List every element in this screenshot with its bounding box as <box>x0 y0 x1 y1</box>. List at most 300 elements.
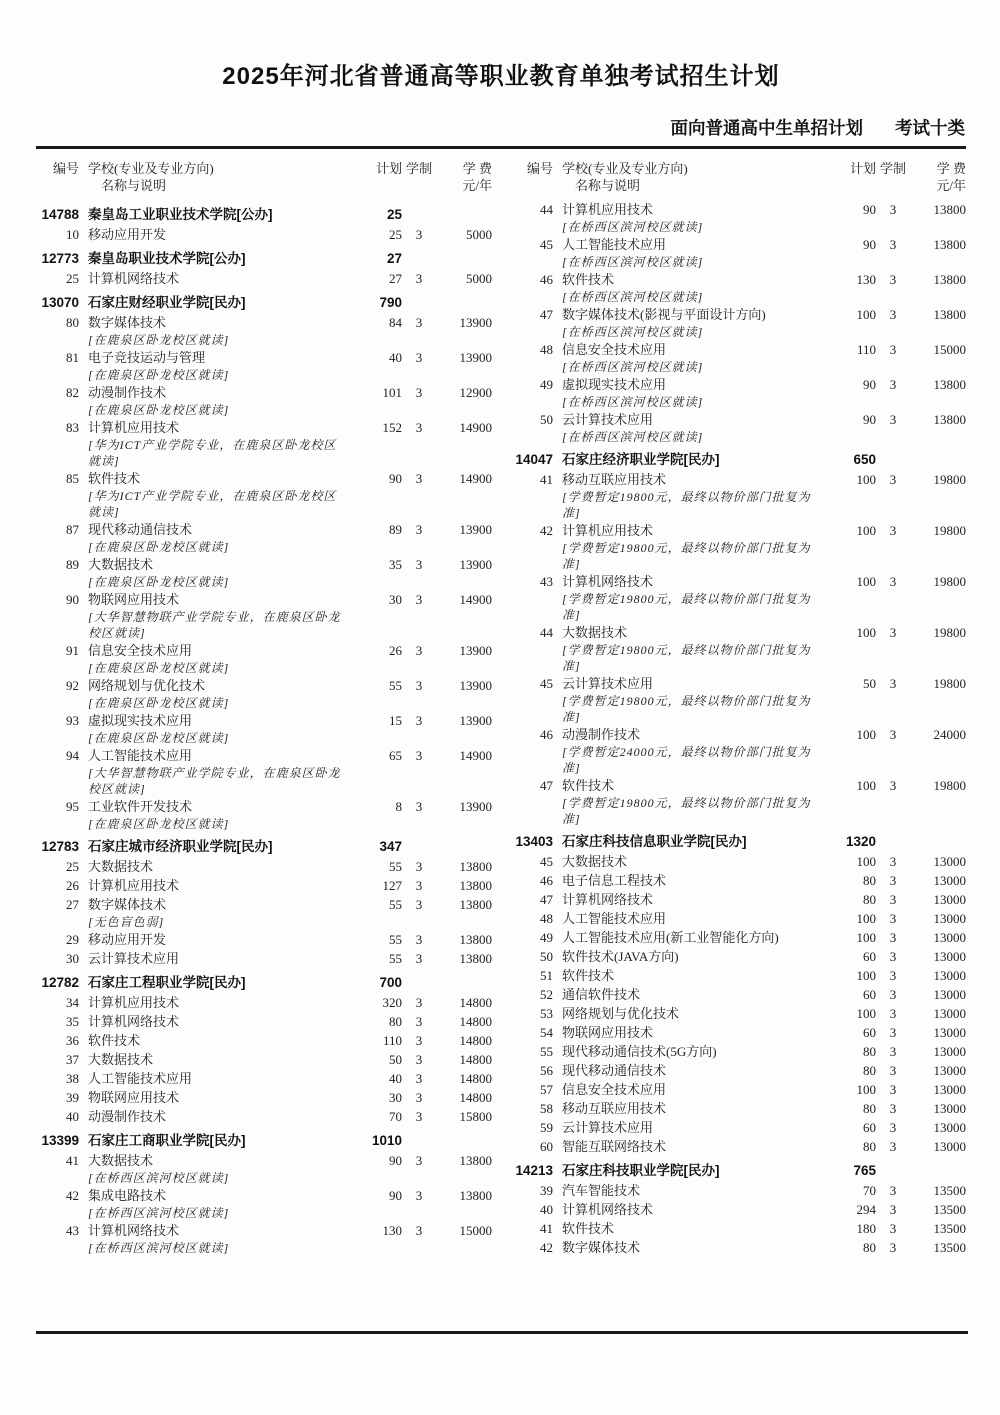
major-row <box>36 1012 492 1031</box>
school-name: 石家庄城市经济职业学院[民办] <box>88 839 273 854</box>
major-no: 50 <box>540 412 553 427</box>
school-code: 14047 <box>515 452 553 467</box>
major-row <box>510 1118 966 1137</box>
col-header-plan: 计划 <box>375 161 402 176</box>
school-plan: 1010 <box>371 1133 402 1148</box>
major-duration: 3 <box>889 911 897 926</box>
major-plan: 100 <box>856 1006 876 1021</box>
major-row <box>510 572 966 623</box>
major-row <box>510 623 966 674</box>
major-duration: 3 <box>889 1221 897 1236</box>
major-fee: 13800 <box>459 1188 492 1203</box>
major-name: 网络规划与优化技术 <box>562 1006 680 1021</box>
major-plan: 100 <box>856 472 876 487</box>
school-plan: 27 <box>386 251 402 266</box>
major-name: 软件技术 <box>562 1221 615 1236</box>
major-duration: 3 <box>889 854 897 869</box>
major-plan: 84 <box>389 315 402 330</box>
major-fee: 13000 <box>933 1082 966 1097</box>
major-plan: 35 <box>389 557 402 572</box>
major-name: 云计算技术应用 <box>562 412 654 427</box>
major-plan: 101 <box>382 385 402 400</box>
school-name: 石家庄科技职业学院[民办] <box>562 1163 720 1178</box>
major-duration: 3 <box>889 1082 897 1097</box>
school-row <box>510 1160 966 1181</box>
major-no: 40 <box>66 1109 79 1124</box>
major-fee: 15000 <box>933 342 966 357</box>
major-duration: 3 <box>889 342 897 357</box>
major-row <box>510 776 966 827</box>
major-plan: 100 <box>856 523 876 538</box>
subtitle: 面向普通高中生单招计划 <box>670 118 863 138</box>
major-row <box>510 1080 966 1099</box>
major-note: [在桥西区滨河校区就读] <box>562 290 704 304</box>
major-row <box>36 313 492 348</box>
major-name: 移动互联应用技术 <box>562 1101 667 1116</box>
major-row <box>510 1238 966 1257</box>
major-note: [在鹿泉区卧龙校区就读] <box>88 661 230 675</box>
major-plan: 320 <box>382 995 402 1010</box>
major-note: [学费暂定19800元，最终以物价部门批复为准] <box>562 490 811 520</box>
major-no: 37 <box>66 1052 79 1067</box>
major-row <box>510 1004 966 1023</box>
col-header-fee-line1: 学 费 <box>462 161 492 176</box>
major-name: 大数据技术 <box>562 625 628 640</box>
major-duration: 3 <box>889 377 897 392</box>
school-name: 秦皇岛职业技术学院[公办] <box>88 251 246 266</box>
major-name: 软件技术 <box>562 272 615 287</box>
major-plan: 100 <box>856 778 876 793</box>
major-no: 39 <box>66 1090 79 1105</box>
major-row <box>36 1186 492 1221</box>
major-no: 48 <box>540 342 553 357</box>
major-duration: 3 <box>889 574 897 589</box>
major-fee: 15000 <box>459 1223 492 1238</box>
major-no: 80 <box>66 315 79 330</box>
major-no: 47 <box>540 892 553 907</box>
major-fee: 13000 <box>933 854 966 869</box>
major-plan: 80 <box>389 1014 402 1029</box>
major-plan: 90 <box>863 377 876 392</box>
major-fee: 13000 <box>933 949 966 964</box>
major-fee: 13800 <box>933 412 966 427</box>
major-fee: 13900 <box>459 557 492 572</box>
major-name: 移动互联应用技术 <box>562 472 667 487</box>
major-plan: 50 <box>863 676 876 691</box>
major-duration: 3 <box>889 1006 897 1021</box>
major-name: 集成电路技术 <box>88 1188 167 1203</box>
major-row <box>510 410 966 445</box>
major-no: 52 <box>540 987 553 1002</box>
col-header-duration: 学制 <box>879 161 906 176</box>
major-row <box>36 930 492 949</box>
major-duration: 3 <box>889 412 897 427</box>
col-header-fee <box>436 160 492 194</box>
major-duration: 3 <box>415 1033 423 1048</box>
major-fee: 24000 <box>933 727 966 742</box>
major-no: 44 <box>540 625 553 640</box>
major-plan: 55 <box>389 859 402 874</box>
school-plan: 650 <box>853 452 876 467</box>
major-plan: 40 <box>389 350 402 365</box>
major-plan: 65 <box>389 748 402 763</box>
major-plan: 8 <box>395 799 402 814</box>
major-row <box>36 746 492 797</box>
major-plan: 80 <box>863 1063 876 1078</box>
major-no: 87 <box>66 522 79 537</box>
major-fee: 14900 <box>459 592 492 607</box>
major-no: 92 <box>66 678 79 693</box>
major-row <box>36 993 492 1012</box>
school-code: 14213 <box>515 1163 553 1178</box>
major-row <box>510 200 966 235</box>
major-fee: 13800 <box>459 897 492 912</box>
major-no: 91 <box>66 643 79 658</box>
major-name: 人工智能技术应用 <box>88 748 193 763</box>
col-header-name-line1: 学校(专业及专业方向) <box>88 161 214 176</box>
major-no: 44 <box>540 202 553 217</box>
major-duration: 3 <box>889 1101 897 1116</box>
major-plan: 27 <box>389 271 402 286</box>
major-duration: 3 <box>415 951 423 966</box>
major-row <box>36 711 492 746</box>
major-name: 虚拟现实技术应用 <box>562 377 667 392</box>
major-note: [在鹿泉区卧龙校区就读] <box>88 696 230 710</box>
major-row <box>510 235 966 270</box>
major-duration: 3 <box>415 420 423 435</box>
major-no: 47 <box>540 307 553 322</box>
col-header-fee-line2: 元/年 <box>462 178 492 193</box>
major-plan: 100 <box>856 625 876 640</box>
major-row <box>36 469 492 520</box>
col-header-duration: 学制 <box>405 161 432 176</box>
major-fee: 13000 <box>933 987 966 1002</box>
major-row <box>510 1219 966 1238</box>
major-no: 94 <box>66 748 79 763</box>
major-note: [在桥西区滨河校区就读] <box>562 255 704 269</box>
col-header-plan: 计划 <box>849 161 876 176</box>
major-name: 数字媒体技术 <box>562 1240 641 1255</box>
major-row <box>36 876 492 895</box>
major-no: 82 <box>66 385 79 400</box>
major-duration: 3 <box>889 968 897 983</box>
major-fee: 19800 <box>933 625 966 640</box>
school-row <box>36 836 492 857</box>
major-note: [学费暂定19800元，最终以物价部门批复为准] <box>562 592 811 622</box>
major-row <box>36 949 492 968</box>
left-column <box>36 200 492 1257</box>
major-plan: 110 <box>856 342 876 357</box>
school-code: 12782 <box>41 975 79 990</box>
major-row <box>510 725 966 776</box>
major-note: [在桥西区滨河校区就读] <box>562 325 704 339</box>
major-name: 工业软件开发技术 <box>88 799 193 814</box>
major-duration: 3 <box>889 930 897 945</box>
major-plan: 100 <box>856 727 876 742</box>
major-fee: 13800 <box>459 951 492 966</box>
major-duration: 3 <box>415 932 423 947</box>
major-name: 计算机应用技术 <box>88 878 180 893</box>
major-name: 数字媒体技术(影视与平面设计方向) <box>562 307 766 322</box>
major-row <box>36 676 492 711</box>
col-header-name-line2: 名称与说明 <box>101 178 167 193</box>
major-row <box>36 520 492 555</box>
major-row <box>510 1181 966 1200</box>
major-note: [学费暂定19800元，最终以物价部门批复为准] <box>562 796 811 826</box>
major-no: 89 <box>66 557 79 572</box>
major-row <box>510 985 966 1004</box>
major-no: 59 <box>540 1120 553 1135</box>
major-plan: 55 <box>389 678 402 693</box>
major-no: 41 <box>540 1221 553 1236</box>
major-no: 90 <box>66 592 79 607</box>
major-duration: 3 <box>415 1109 423 1124</box>
major-duration: 3 <box>415 271 423 286</box>
major-no: 45 <box>540 676 553 691</box>
major-plan: 80 <box>863 873 876 888</box>
major-name: 信息安全技术应用 <box>562 1082 667 1097</box>
major-note: [在桥西区滨河校区就读] <box>88 1206 230 1220</box>
major-plan: 100 <box>856 968 876 983</box>
table-header <box>36 149 966 200</box>
major-name: 计算机网络技术 <box>562 892 654 907</box>
major-row <box>36 269 492 288</box>
major-plan: 130 <box>382 1223 402 1238</box>
major-plan: 100 <box>856 307 876 322</box>
major-row <box>36 641 492 676</box>
major-fee: 12900 <box>459 385 492 400</box>
major-name: 软件技术 <box>562 778 615 793</box>
page-title: 2025年河北省普通高等职业教育单独考试招生计划 <box>222 63 780 90</box>
major-fee: 13800 <box>933 377 966 392</box>
major-duration: 3 <box>889 1063 897 1078</box>
school-row <box>36 1130 492 1151</box>
major-plan: 30 <box>389 592 402 607</box>
col-header-id: 编号 <box>52 161 79 176</box>
major-no: 55 <box>540 1044 553 1059</box>
school-plan: 765 <box>853 1163 876 1178</box>
major-row <box>36 1221 492 1256</box>
major-plan: 90 <box>389 1188 402 1203</box>
major-plan: 55 <box>389 951 402 966</box>
major-plan: 100 <box>856 1082 876 1097</box>
major-no: 40 <box>540 1202 553 1217</box>
major-no: 34 <box>66 995 79 1010</box>
col-header-id: 编号 <box>526 161 553 176</box>
major-name: 现代移动通信技术 <box>88 522 193 537</box>
major-duration: 3 <box>889 676 897 691</box>
major-no: 51 <box>540 968 553 983</box>
major-row <box>36 1088 492 1107</box>
major-duration: 3 <box>889 307 897 322</box>
major-plan: 80 <box>863 1101 876 1116</box>
major-name: 计算机网络技术 <box>88 271 180 286</box>
major-row <box>510 1200 966 1219</box>
major-no: 43 <box>540 574 553 589</box>
major-fee: 13900 <box>459 522 492 537</box>
major-plan: 152 <box>382 420 402 435</box>
major-note: [在鹿泉区卧龙校区就读] <box>88 817 230 831</box>
major-no: 46 <box>540 727 553 742</box>
major-name: 动漫制作技术 <box>562 727 641 742</box>
major-fee: 14900 <box>459 471 492 486</box>
major-duration: 3 <box>889 472 897 487</box>
school-plan: 25 <box>386 207 402 222</box>
major-name: 计算机应用技术 <box>562 202 654 217</box>
major-no: 43 <box>66 1223 79 1238</box>
major-plan: 100 <box>856 911 876 926</box>
major-fee: 13500 <box>933 1221 966 1236</box>
major-fee: 5000 <box>466 271 492 286</box>
major-no: 56 <box>540 1063 553 1078</box>
major-plan: 90 <box>863 237 876 252</box>
major-name: 计算机网络技术 <box>88 1014 180 1029</box>
major-name: 人工智能技术应用 <box>562 237 667 252</box>
major-duration: 3 <box>415 1014 423 1029</box>
major-row <box>36 383 492 418</box>
major-no: 83 <box>66 420 79 435</box>
major-no: 26 <box>66 878 79 893</box>
major-name: 计算机网络技术 <box>562 574 654 589</box>
major-duration: 3 <box>889 1025 897 1040</box>
major-row <box>510 966 966 985</box>
major-plan: 70 <box>863 1183 876 1198</box>
col-header-name <box>88 160 352 194</box>
major-fee: 14800 <box>459 995 492 1010</box>
major-no: 50 <box>540 949 553 964</box>
major-fee: 13000 <box>933 1025 966 1040</box>
major-note: [学费暂定19800元，最终以物价部门批复为准] <box>562 541 811 571</box>
major-note: [大华智慧物联产业学院专业，在鹿泉区卧龙校区就读] <box>88 766 341 796</box>
major-name: 软件技术 <box>562 968 615 983</box>
major-name: 物联网应用技术 <box>88 592 180 607</box>
major-plan: 40 <box>389 1071 402 1086</box>
major-no: 53 <box>540 1006 553 1021</box>
col-header-fee-line2: 元/年 <box>936 178 966 193</box>
major-name: 电子信息工程技术 <box>562 873 667 888</box>
major-duration: 3 <box>889 1183 897 1198</box>
major-duration: 3 <box>889 1240 897 1255</box>
major-fee: 13000 <box>933 873 966 888</box>
major-note: [在鹿泉区卧龙校区就读] <box>88 403 230 417</box>
major-row <box>36 225 492 244</box>
major-row <box>510 340 966 375</box>
major-duration: 3 <box>415 748 423 763</box>
major-fee: 13900 <box>459 350 492 365</box>
major-duration: 3 <box>889 778 897 793</box>
major-no: 47 <box>540 778 553 793</box>
major-duration: 3 <box>889 272 897 287</box>
major-row <box>510 1137 966 1156</box>
major-no: 48 <box>540 911 553 926</box>
major-no: 49 <box>540 930 553 945</box>
major-note: [学费暂定19800元，最终以物价部门批复为准] <box>562 694 811 724</box>
major-duration: 3 <box>415 678 423 693</box>
major-note: [学费暂定19800元，最终以物价部门批复为准] <box>562 643 811 673</box>
major-plan: 60 <box>863 949 876 964</box>
major-no: 93 <box>66 713 79 728</box>
major-note: [在鹿泉区卧龙校区就读] <box>88 731 230 745</box>
major-fee: 13000 <box>933 911 966 926</box>
major-duration: 3 <box>415 350 423 365</box>
major-fee: 13900 <box>459 315 492 330</box>
major-name: 计算机应用技术 <box>88 995 180 1010</box>
major-note: [在桥西区滨河校区就读] <box>88 1171 230 1185</box>
major-name: 软件技术 <box>88 471 141 486</box>
major-row <box>36 1151 492 1186</box>
right-column <box>510 200 966 1257</box>
col-header-fee <box>910 160 966 194</box>
major-fee: 14800 <box>459 1052 492 1067</box>
major-duration: 3 <box>889 1120 897 1135</box>
major-plan: 90 <box>389 471 402 486</box>
major-row <box>510 305 966 340</box>
major-row <box>36 1069 492 1088</box>
major-row <box>510 270 966 305</box>
major-row <box>36 1050 492 1069</box>
major-fee: 13800 <box>459 1153 492 1168</box>
school-code: 13070 <box>41 295 79 310</box>
major-name: 软件技术(JAVA方向) <box>562 949 679 964</box>
major-fee: 19800 <box>933 778 966 793</box>
school-plan: 1320 <box>845 834 876 849</box>
major-name: 大数据技术 <box>562 854 628 869</box>
school-name: 石家庄科技信息职业学院[民办] <box>562 834 747 849</box>
school-name: 石家庄经济职业学院[民办] <box>562 452 720 467</box>
major-row <box>510 470 966 521</box>
major-row <box>510 947 966 966</box>
major-name: 人工智能技术应用(新工业智能化方向) <box>562 930 779 945</box>
major-plan: 55 <box>389 932 402 947</box>
major-no: 35 <box>66 1014 79 1029</box>
major-duration: 3 <box>415 1090 423 1105</box>
major-name: 大数据技术 <box>88 557 154 572</box>
major-duration: 3 <box>415 1052 423 1067</box>
major-plan: 110 <box>382 1033 402 1048</box>
major-note: [在桥西区滨河校区就读] <box>562 430 704 444</box>
major-name: 汽车智能技术 <box>562 1183 641 1198</box>
major-row <box>36 348 492 383</box>
major-fee: 13900 <box>459 713 492 728</box>
major-name: 物联网应用技术 <box>562 1025 654 1040</box>
school-row <box>36 292 492 313</box>
major-fee: 13800 <box>933 202 966 217</box>
major-fee: 13000 <box>933 968 966 983</box>
major-note: [学费暂定24000元，最终以物价部门批复为准] <box>562 745 811 775</box>
major-no: 42 <box>66 1188 79 1203</box>
major-no: 42 <box>540 523 553 538</box>
school-plan: 700 <box>379 975 402 990</box>
major-fee: 14900 <box>459 748 492 763</box>
major-duration: 3 <box>415 557 423 572</box>
exam-category: 考试十类 <box>895 118 965 138</box>
major-no: 81 <box>66 350 79 365</box>
major-fee: 14800 <box>459 1033 492 1048</box>
major-duration: 3 <box>889 202 897 217</box>
school-code: 12783 <box>41 839 79 854</box>
major-row <box>36 590 492 641</box>
major-plan: 100 <box>856 854 876 869</box>
major-row <box>510 890 966 909</box>
major-fee: 13000 <box>933 1120 966 1135</box>
major-name: 云计算技术应用 <box>562 1120 654 1135</box>
major-fee: 13500 <box>933 1183 966 1198</box>
major-note: [在桥西区滨河校区就读] <box>562 220 704 234</box>
major-fee: 13500 <box>933 1202 966 1217</box>
school-code: 13403 <box>515 834 553 849</box>
major-name: 信息安全技术应用 <box>88 643 193 658</box>
col-header-name-line2: 名称与说明 <box>575 178 641 193</box>
